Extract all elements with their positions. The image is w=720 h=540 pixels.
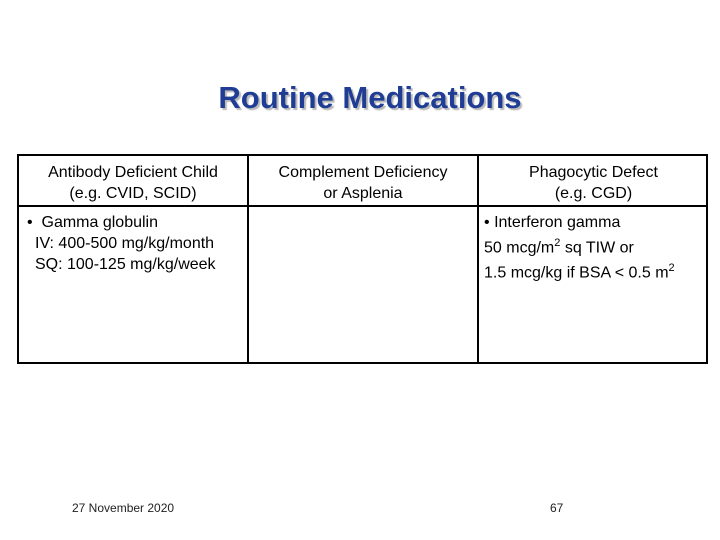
list-item <box>484 212 675 233</box>
header-line: (e.g. CVID, SCID) <box>69 185 197 202</box>
slide-title: Routine Medications <box>218 80 522 115</box>
dosage-sq: SQ: 100-125 mg/kg/week <box>35 256 216 273</box>
footer-date: 27 November 2020 <box>72 501 175 515</box>
list-item <box>27 212 216 233</box>
superscript: 2 <box>668 262 675 275</box>
header-line: Complement Deficiency <box>278 164 448 181</box>
header-antibody-deficient <box>19 162 247 204</box>
dosage-text: 50 mcg/m <box>484 239 555 257</box>
header-line: (e.g. CGD) <box>554 185 633 202</box>
dosage-iv: IV: 400-500 mg/kg/month <box>35 235 215 252</box>
medication-name: Gamma globulin <box>41 214 158 231</box>
header-line: or Asplenia <box>323 185 403 202</box>
cell-phagocytic-medications <box>484 212 675 284</box>
bullet: • <box>484 214 490 231</box>
header-phagocytic-defect <box>479 162 708 204</box>
dosage-line <box>484 233 675 258</box>
medication-name: Interferon gamma <box>494 214 621 231</box>
superscript: 2 <box>554 237 561 249</box>
page-number: 67 <box>550 501 564 515</box>
dosage-text: 1.5 mcg/kg if BSA < 0.5 m <box>484 264 669 282</box>
dosage-text: sq TIW or <box>560 239 634 257</box>
medications-table <box>17 154 708 364</box>
cell-antibody-medications <box>27 212 216 275</box>
header-row-divider <box>19 205 706 207</box>
header-complement-deficiency <box>249 162 477 204</box>
header-line: Phagocytic Defect <box>529 164 658 181</box>
bullet: • <box>27 214 33 231</box>
dosage-line <box>484 258 675 283</box>
header-line: Antibody Deficient Child <box>48 164 218 181</box>
